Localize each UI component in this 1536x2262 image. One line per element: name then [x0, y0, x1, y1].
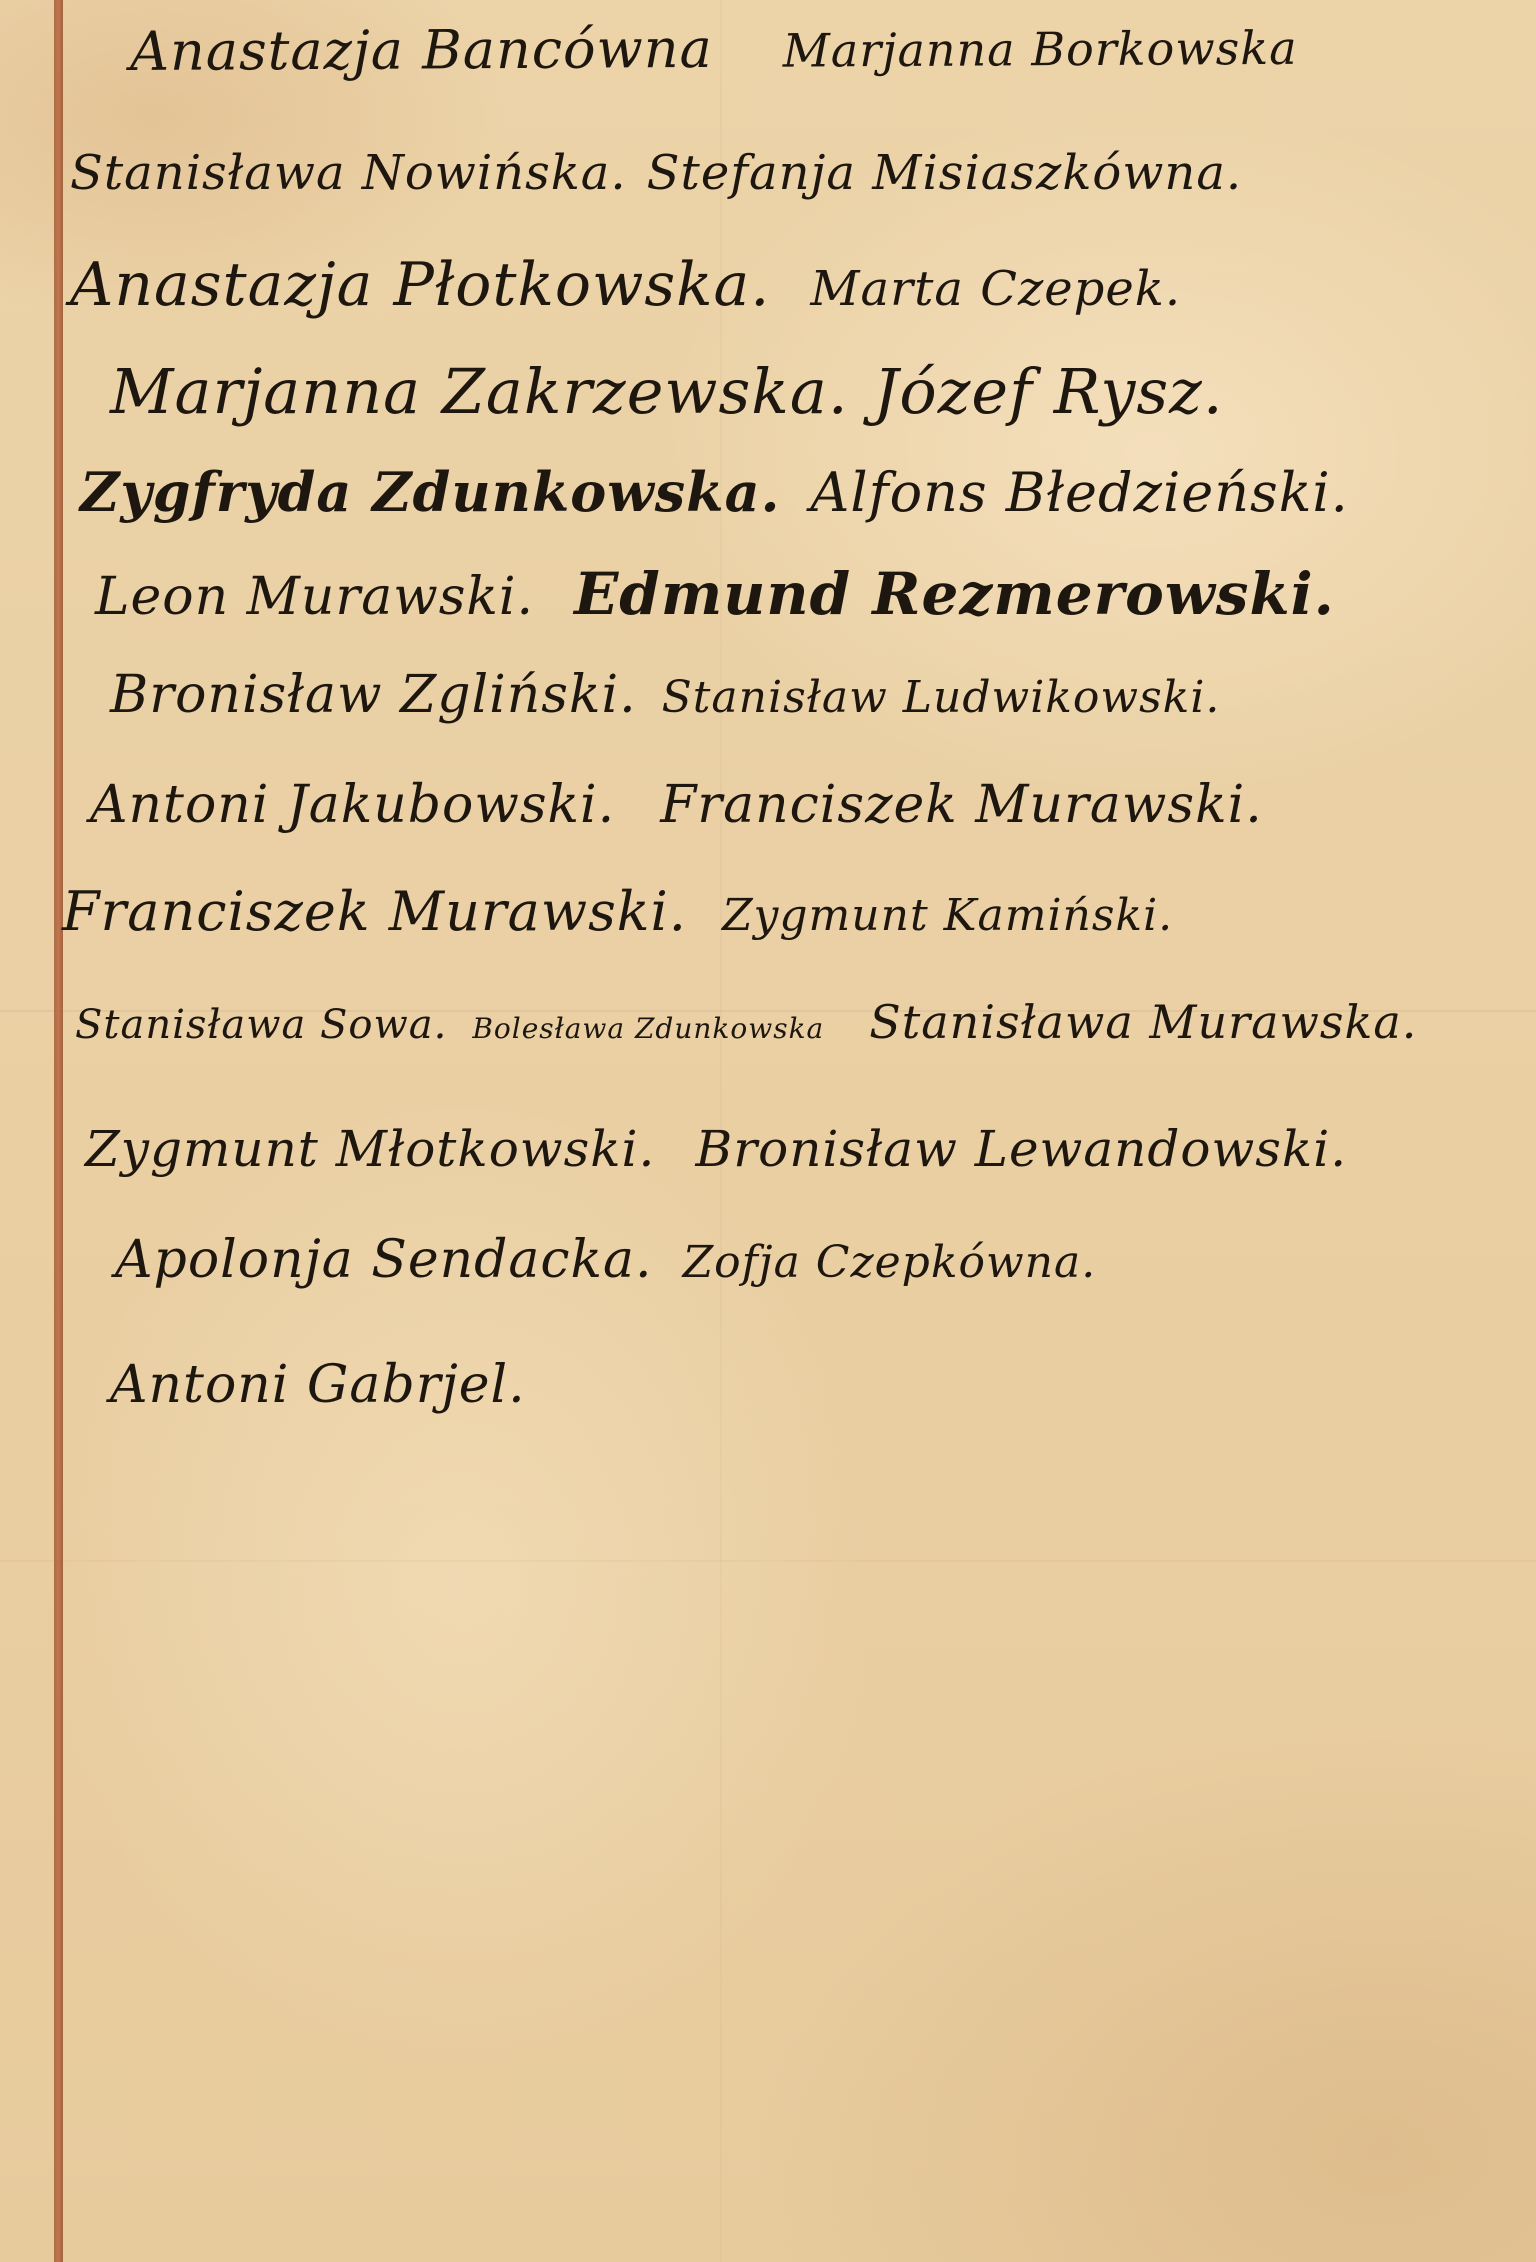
signature: Marjanna Borkowska	[782, 20, 1298, 78]
signature: Bronisław Lewandowski.	[695, 1120, 1348, 1178]
signature: Stanisława Nowińska.	[70, 145, 627, 201]
signature-line	[70, 145, 1242, 201]
signature: Zofja Czepkówna.	[682, 1237, 1097, 1288]
signature-line	[110, 665, 1220, 725]
signature: Zygfryda Zdunkowska.	[80, 460, 781, 524]
signature-line	[85, 1120, 1347, 1178]
signature: Bronisław Zgliński.	[110, 665, 637, 725]
signature: Zygmunt Kamiński.	[721, 890, 1174, 941]
signature-line	[110, 1355, 526, 1415]
signature-line	[115, 1230, 1096, 1290]
signature: Alfons Błedzieński.	[810, 461, 1349, 524]
signature: Stanisława Murawska.	[869, 995, 1418, 1049]
signature: Stanisław Ludwikowski.	[661, 672, 1221, 723]
signature-line	[80, 460, 1349, 524]
signature: Marjanna Zakrzewska.	[110, 355, 849, 428]
signature: Leon Murawski.	[95, 567, 535, 627]
signature: Antoni Jakubowski.	[90, 775, 616, 835]
signature: Antoni Gabrjel.	[110, 1355, 526, 1415]
signature: Apolonja Sendacka.	[115, 1230, 653, 1290]
signature: Edmund Rezmerowski.	[574, 560, 1335, 628]
signature: Franciszek Murawski.	[660, 775, 1263, 835]
signature-line	[75, 995, 1417, 1049]
signature-line	[90, 775, 1263, 835]
signature: Marta Czepek.	[810, 261, 1182, 317]
signature: Franciszek Murawski.	[62, 880, 687, 943]
signature-line	[110, 355, 1224, 428]
signature: Anastazja Bancówna	[129, 16, 713, 83]
signature: Anastazja Płotkowska.	[70, 250, 771, 320]
signature: Stanisława Sowa.	[75, 1002, 448, 1048]
signature-line	[62, 880, 1173, 943]
paper-crease	[0, 1560, 1536, 1562]
signature-line	[95, 560, 1335, 628]
signature: Stefanja Misiaszkówna.	[646, 145, 1243, 201]
signature: Bolesława Zdunkowska	[472, 1012, 825, 1045]
signature-line	[70, 250, 1181, 320]
signature: Zygmunt Młotkowski.	[85, 1120, 656, 1178]
signature-line	[130, 14, 1298, 83]
signature: Józef Rysz.	[873, 355, 1224, 428]
